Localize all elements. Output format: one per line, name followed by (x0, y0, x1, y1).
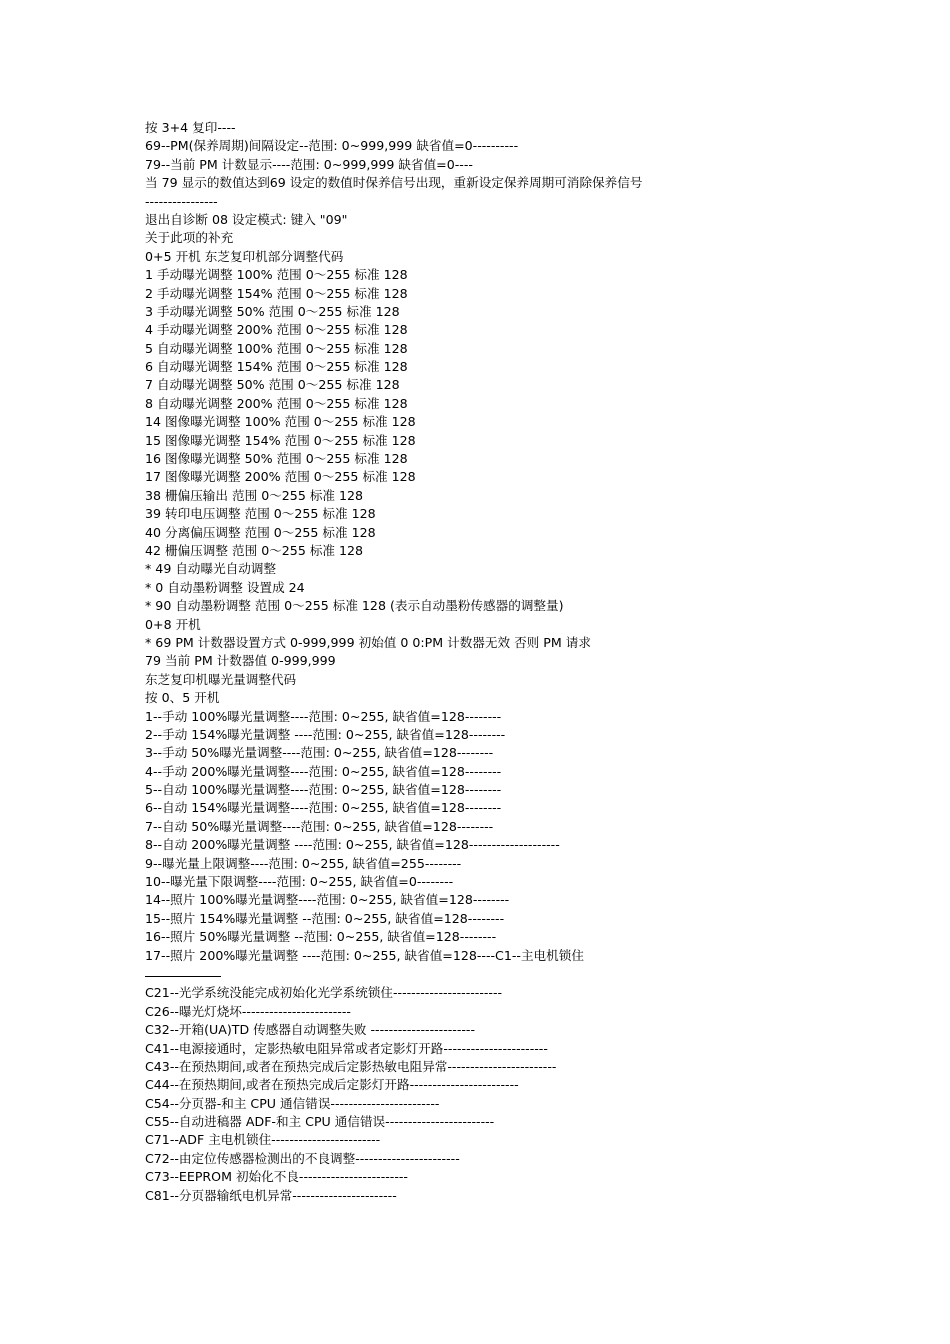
text-line: 8 自动曝光调整 200% 范围 0～255 标准 128 (145, 395, 408, 411)
text-line: 当 79 显示的数值达到69 设定的数值时保养信号出现，重新设定保养周期可消除保养信号 (145, 175, 643, 191)
text-line: 4--手动 200%曝光量调整----范围: 0~255, 缺省值=128-------- (145, 763, 502, 779)
text-line: 69--PM(保养周期)间隔设定--范围: 0~999,999 缺省值=0---------- (145, 138, 519, 154)
text-line: C41--电源接通时，定影热敏电阻异常或者定影灯开路----------------------- (145, 1040, 548, 1056)
text-line: ---------------- (145, 193, 218, 209)
text-line: 按 0、5 开机 (145, 690, 220, 706)
document-body (145, 119, 865, 1205)
text-line: * 0 自动墨粉调整 设置成 24 (145, 579, 305, 595)
text-line: 3 手动曝光调整 50% 范围 0～255 标准 128 (145, 303, 400, 319)
text-line: C32--开箱(UA)TD 传感器自动调整失败 ----------------------- (145, 1022, 476, 1038)
text-line: 2 手动曝光调整 154% 范围 0～255 标准 128 (145, 285, 408, 301)
text-line: 9--曝光量上限调整----范围: 0~255, 缺省值=255-------- (145, 855, 462, 871)
text-line: C71--ADF 主电机锁住------------------------ (145, 1132, 381, 1148)
text-line: C54--分页器-和主 CPU 通信错误------------------------ (145, 1095, 440, 1111)
text-line: 16 图像曝光调整 50% 范围 0～255 标准 128 (145, 451, 408, 467)
text-line: 6 自动曝光调整 154% 范围 0～255 标准 128 (145, 359, 408, 375)
text-line: 15--照片 154%曝光量调整 --范围: 0~255, 缺省值=128-------- (145, 910, 505, 926)
text-line: 东芝复印机曝光量调整代码 (145, 671, 297, 687)
text-line: 关于此项的补充 (145, 230, 234, 246)
text-line: 7--自动 50%曝光量调整----范围: 0~255, 缺省值=128-------- (145, 818, 494, 834)
text-line: 1 手动曝光调整 100% 范围 0～255 标准 128 (145, 267, 408, 283)
text-line: 5 自动曝光调整 100% 范围 0～255 标准 128 (145, 340, 408, 356)
text-line: C55--自动进稿器 ADF-和主 CPU 通信错误------------------------ (145, 1114, 495, 1130)
text-line: 8--自动 200%曝光量调整 ----范围: 0~255, 缺省值=128-------------------- (145, 837, 560, 853)
text-line: C43--在预热期间,或者在预热完成后定影热敏电阻异常------------------------ (145, 1058, 557, 1074)
text-line: 79 当前 PM 计数器值 0-999,999 (145, 653, 336, 669)
text-line: 7 自动曝光调整 50% 范围 0～255 标准 128 (145, 377, 400, 393)
text-line: C73--EEPROM 初始化不良------------------------ (145, 1169, 408, 1185)
text-line: 4 手动曝光调整 200% 范围 0～255 标准 128 (145, 322, 408, 338)
text-line: 按 3+4 复印---- (145, 120, 236, 135)
text-line: 16--照片 50%曝光量调整 --范围: 0~255, 缺省值=128-------- (145, 929, 497, 945)
text-line: 6--自动 154%曝光量调整----范围: 0~255, 缺省值=128-------- (145, 800, 502, 816)
text-line: 1--手动 100%曝光量调整----范围: 0~255, 缺省值=128-------- (145, 708, 502, 724)
text-line: 39 转印电压调整 范围 0～255 标准 128 (145, 506, 376, 522)
text-line: 5--自动 100%曝光量调整----范围: 0~255, 缺省值=128-------- (145, 782, 502, 798)
text-line: * 69 PM 计数器设置方式 0-999,999 初始值 0 0:PM 计数器无效 否则 PM 请求 (145, 634, 591, 650)
text-line: 38 栅偏压输出 范围 0～255 标准 128 (145, 487, 364, 503)
text-line: C72--由定位传感器检测出的不良调整----------------------- (145, 1150, 460, 1166)
text-line: * 90 自动墨粉调整 范围 0～255 标准 128 (表示自动墨粉传感器的调整量) (145, 598, 564, 614)
blank-line (145, 965, 865, 983)
text-line: 15 图像曝光调整 154% 范围 0～255 标准 128 (145, 432, 416, 448)
text-line: 0+5 开机 东芝复印机部分调整代码 (145, 248, 344, 264)
text-line: 40 分离偏压调整 范围 0～255 标准 128 (145, 524, 376, 540)
text-line: C21--光学系统没能完成初始化光学系统锁住------------------------ (145, 985, 503, 1001)
text-line: C44--在预热期间,或者在预热完成后定影灯开路------------------------ (145, 1077, 519, 1093)
text-line: 79--当前 PM 计数显示----范围: 0~999,999 缺省值=0---- (145, 156, 473, 172)
text-line: 10--曝光量下限调整----范围: 0~255, 缺省值=0-------- (145, 874, 454, 890)
text-line: 14 图像曝光调整 100% 范围 0～255 标准 128 (145, 414, 416, 430)
text-line: 3--手动 50%曝光量调整----范围: 0~255, 缺省值=128-------- (145, 745, 494, 761)
horizontal-rule (145, 976, 221, 977)
text-line: 42 栅偏压调整 范围 0～255 标准 128 (145, 542, 364, 558)
text-line: C81--分页器输纸电机异常----------------------- (145, 1187, 397, 1203)
text-line: 17 图像曝光调整 200% 范围 0～255 标准 128 (145, 469, 416, 485)
text-line: 17--照片 200%曝光量调整 ----范围: 0~255, 缺省值=128----C1--主电机锁住 (145, 947, 584, 963)
text-line: 退出自诊断 08 设定模式: 键入 "09" (145, 211, 348, 227)
text-line: 0+8 开机 (145, 616, 201, 632)
text-line: * 49 自动曝光自动调整 (145, 561, 277, 577)
text-line: 2--手动 154%曝光量调整 ----范围: 0~255, 缺省值=128-------- (145, 726, 506, 742)
text-line: 14--照片 100%曝光量调整----范围: 0~255, 缺省值=128-------- (145, 892, 510, 908)
text-line: C26--曝光灯烧坏------------------------ (145, 1003, 351, 1019)
